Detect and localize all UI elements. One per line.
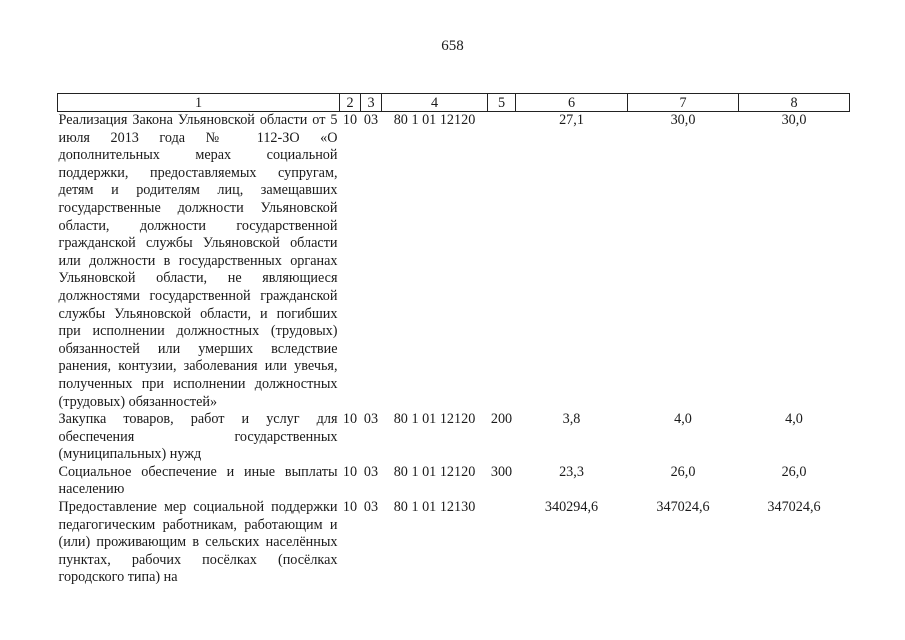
row-value-col7: 30,0 (670, 112, 696, 128)
column-header-3: 3 (361, 94, 382, 112)
column-header-8: 8 (739, 94, 850, 112)
row-value-col7: 347024,6 (656, 499, 710, 516)
row-target-code: 80 1 01 12130 (393, 499, 476, 516)
row-section: 10 (342, 112, 358, 128)
row-target-code: 80 1 01 12120 (393, 463, 476, 480)
row-target-code: 80 1 01 12120 (393, 411, 476, 428)
table-row (58, 112, 850, 412)
row-value-col6: 27,1 (559, 112, 584, 128)
row-value-col6: 3,8 (562, 411, 581, 428)
row-value-col8: 26,0 (781, 463, 807, 480)
column-header-1: 1 (58, 94, 340, 112)
row-value-col8: 4,0 (785, 411, 803, 428)
row-subsection: 03 (363, 499, 379, 516)
row-name: Закупка товаров, работ и услуг для обеспечения государственных (муниципальных) нужд (58, 411, 338, 463)
table-row (58, 411, 850, 464)
row-value-col6: 340294,6 (544, 499, 599, 516)
row-name: Социальное обеспечение и иные выплаты населению (58, 463, 338, 498)
column-header-4: 4 (382, 94, 488, 112)
row-section: 10 (342, 499, 358, 516)
row-value-col8: 347024,6 (767, 499, 821, 516)
row-expense-type (488, 499, 516, 587)
column-header-7: 7 (628, 94, 739, 112)
row-name: Предоставление мер социальной поддержки педагогическим работникам, работающим и (или) проживающим в сельских населённых пунктах, рабочих посёлках (посёлках городского типа) на (58, 499, 338, 586)
row-value-col6: 23,3 (559, 463, 584, 480)
row-value-col7: 4,0 (674, 411, 692, 428)
row-section: 10 (342, 411, 358, 428)
row-target-code: 80 1 01 12120 (393, 112, 476, 128)
row-subsection: 03 (363, 411, 379, 428)
budget-table (57, 93, 850, 587)
table-row (58, 499, 850, 587)
row-name: Реализация Закона Ульяновской области от 5 июля 2013 года № 112-ЗО «О дополнительных мерах социальной поддержки, предоставляемых супругам, детям и родителям лиц, замещавших государственные должности Ульяновской области, должности государственной гражданской службы Ульяновской области или должности в государственных органах Ульяновской области, не являющиеся должностями государственной гражданской службы Ульяновской области, и погибших при исполнении должностных (трудовых) обязанностей или умерших вследствие ранения, контузии, заболевания или увечья, полученных при исполнении должностных (трудовых) обязанностей» (58, 112, 338, 410)
column-header-6: 6 (516, 94, 628, 112)
row-expense-type (488, 112, 516, 412)
row-subsection: 03 (363, 112, 379, 128)
row-value-col8: 30,0 (781, 112, 807, 128)
header-row (58, 94, 850, 112)
row-value-col7: 26,0 (670, 463, 696, 480)
row-section: 10 (342, 463, 358, 480)
table-row (58, 464, 850, 499)
column-header-5: 5 (488, 94, 516, 112)
row-subsection: 03 (363, 463, 379, 480)
row-expense-type: 200 (490, 411, 513, 428)
column-header-2: 2 (340, 94, 361, 112)
page-number: 658 (441, 38, 464, 54)
row-expense-type: 300 (490, 463, 513, 480)
